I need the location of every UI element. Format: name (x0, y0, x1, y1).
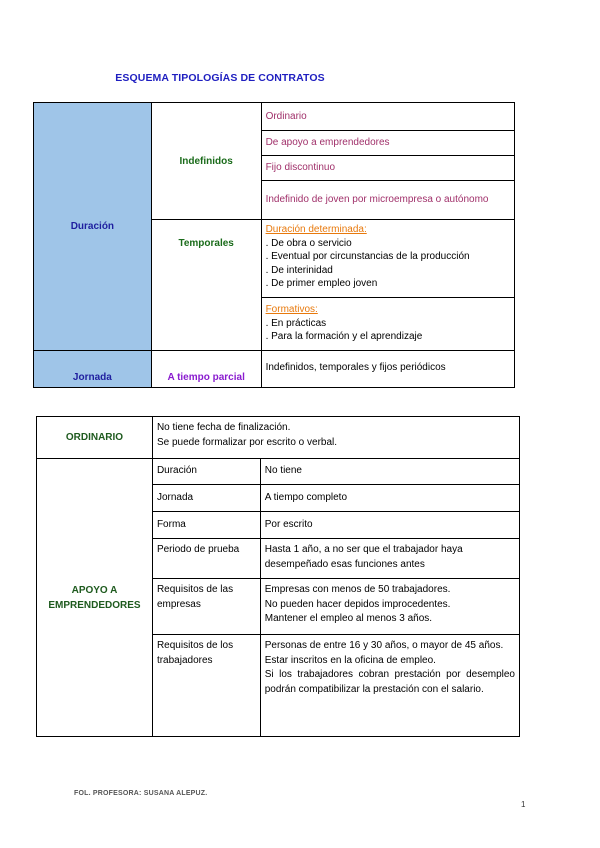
row-value: Hasta 1 año, a no ser que el trabajador haya desempeñado esas funciones antes (260, 539, 519, 579)
formativos-cell (261, 298, 514, 351)
det-item: . Eventual por circunstancias de la producción (265, 251, 470, 262)
req-empresas-line: Mantener el empleo al menos 3 años. (264, 613, 433, 624)
req-trab-line: Estar inscritos en la oficina de empleo. (264, 654, 436, 666)
apoyo-label: APOYO A EMPRENDEDORES (48, 584, 141, 611)
req-trab-line: Personas de entre 16 y 30 años, o mayor de 45 años. (264, 640, 504, 651)
indef-item: Indefinido de joven por microempresa o autónomo (261, 181, 514, 220)
formativos-heading: Formativos: (265, 304, 318, 315)
form-item: . En prácticas (265, 317, 327, 329)
ordinario-label: ORDINARIO (65, 432, 124, 443)
row-label: Forma (152, 512, 260, 539)
req-trab-cell (260, 635, 519, 737)
duracion-label: Duración (70, 221, 115, 232)
req-empresas-label: Requisitos de las empresas (152, 579, 260, 635)
temporales-cell (151, 220, 261, 351)
row-value: Por escrito (260, 512, 519, 539)
indefinidos-label: Indefinidos (179, 155, 233, 167)
ordinario-line: No tiene fecha de finalización. (156, 422, 291, 433)
jornada-cell (34, 351, 152, 388)
footer: FOL. PROFESORA: SUSANA ALEPUZ. (74, 790, 208, 797)
row-label: Duración (152, 459, 260, 485)
req-empresas-line: No pueden hacer depidos improcedentes. (264, 598, 451, 610)
indefinidos-cell (151, 103, 261, 220)
duracion-determinada-cell (261, 220, 514, 298)
row-label: Periodo de prueba (152, 539, 260, 579)
req-empresas-cell (260, 579, 519, 635)
contract-detail-table (36, 416, 520, 737)
row-label: Jornada (152, 485, 260, 512)
det-item: . De interinidad (265, 264, 333, 276)
tiempo-parcial-cell (151, 351, 261, 388)
req-trab-label: Requisitos de los trabajadores (152, 635, 260, 737)
typology-table (33, 102, 515, 388)
req-trab-line: Si los trabajadores cobran prestación por desempleo podrán compatibilizar la prestación con el salario. (264, 669, 515, 695)
page-number: 1 (521, 800, 526, 809)
ordinario-text-cell (152, 417, 519, 459)
apoyo-cell (37, 459, 153, 737)
jornada-label: Jornada (72, 372, 112, 383)
tiempo-parcial-label: A tiempo parcial (167, 372, 245, 383)
row-value: A tiempo completo (260, 485, 519, 512)
det-item: . De primer empleo joven (265, 278, 378, 289)
indef-item: Fijo discontinuo (261, 156, 514, 181)
form-item: . Para la formación y el aprendizaje (265, 331, 423, 342)
page-title: ESQUEMA TIPOLOGÍAS DE CONTRATOS (115, 72, 325, 84)
indef-item: Ordinario (261, 103, 514, 131)
ordinario-line: Se puede formalizar por escrito o verbal. (156, 436, 338, 448)
parcial-text: Indefinidos, temporales y fijos periódicos (261, 351, 514, 388)
indef-item: De apoyo a emprendedores (261, 131, 514, 156)
duracion-cell (34, 103, 152, 351)
ordinario-cell (37, 417, 153, 459)
temporales-label: Temporales (178, 238, 234, 249)
duracion-determinada-heading: Duración determinada: (265, 224, 367, 235)
row-value: No tiene (260, 459, 519, 485)
det-item: . De obra o servicio (265, 237, 352, 249)
req-empresas-line: Empresas con menos de 50 trabajadores. (264, 584, 451, 595)
